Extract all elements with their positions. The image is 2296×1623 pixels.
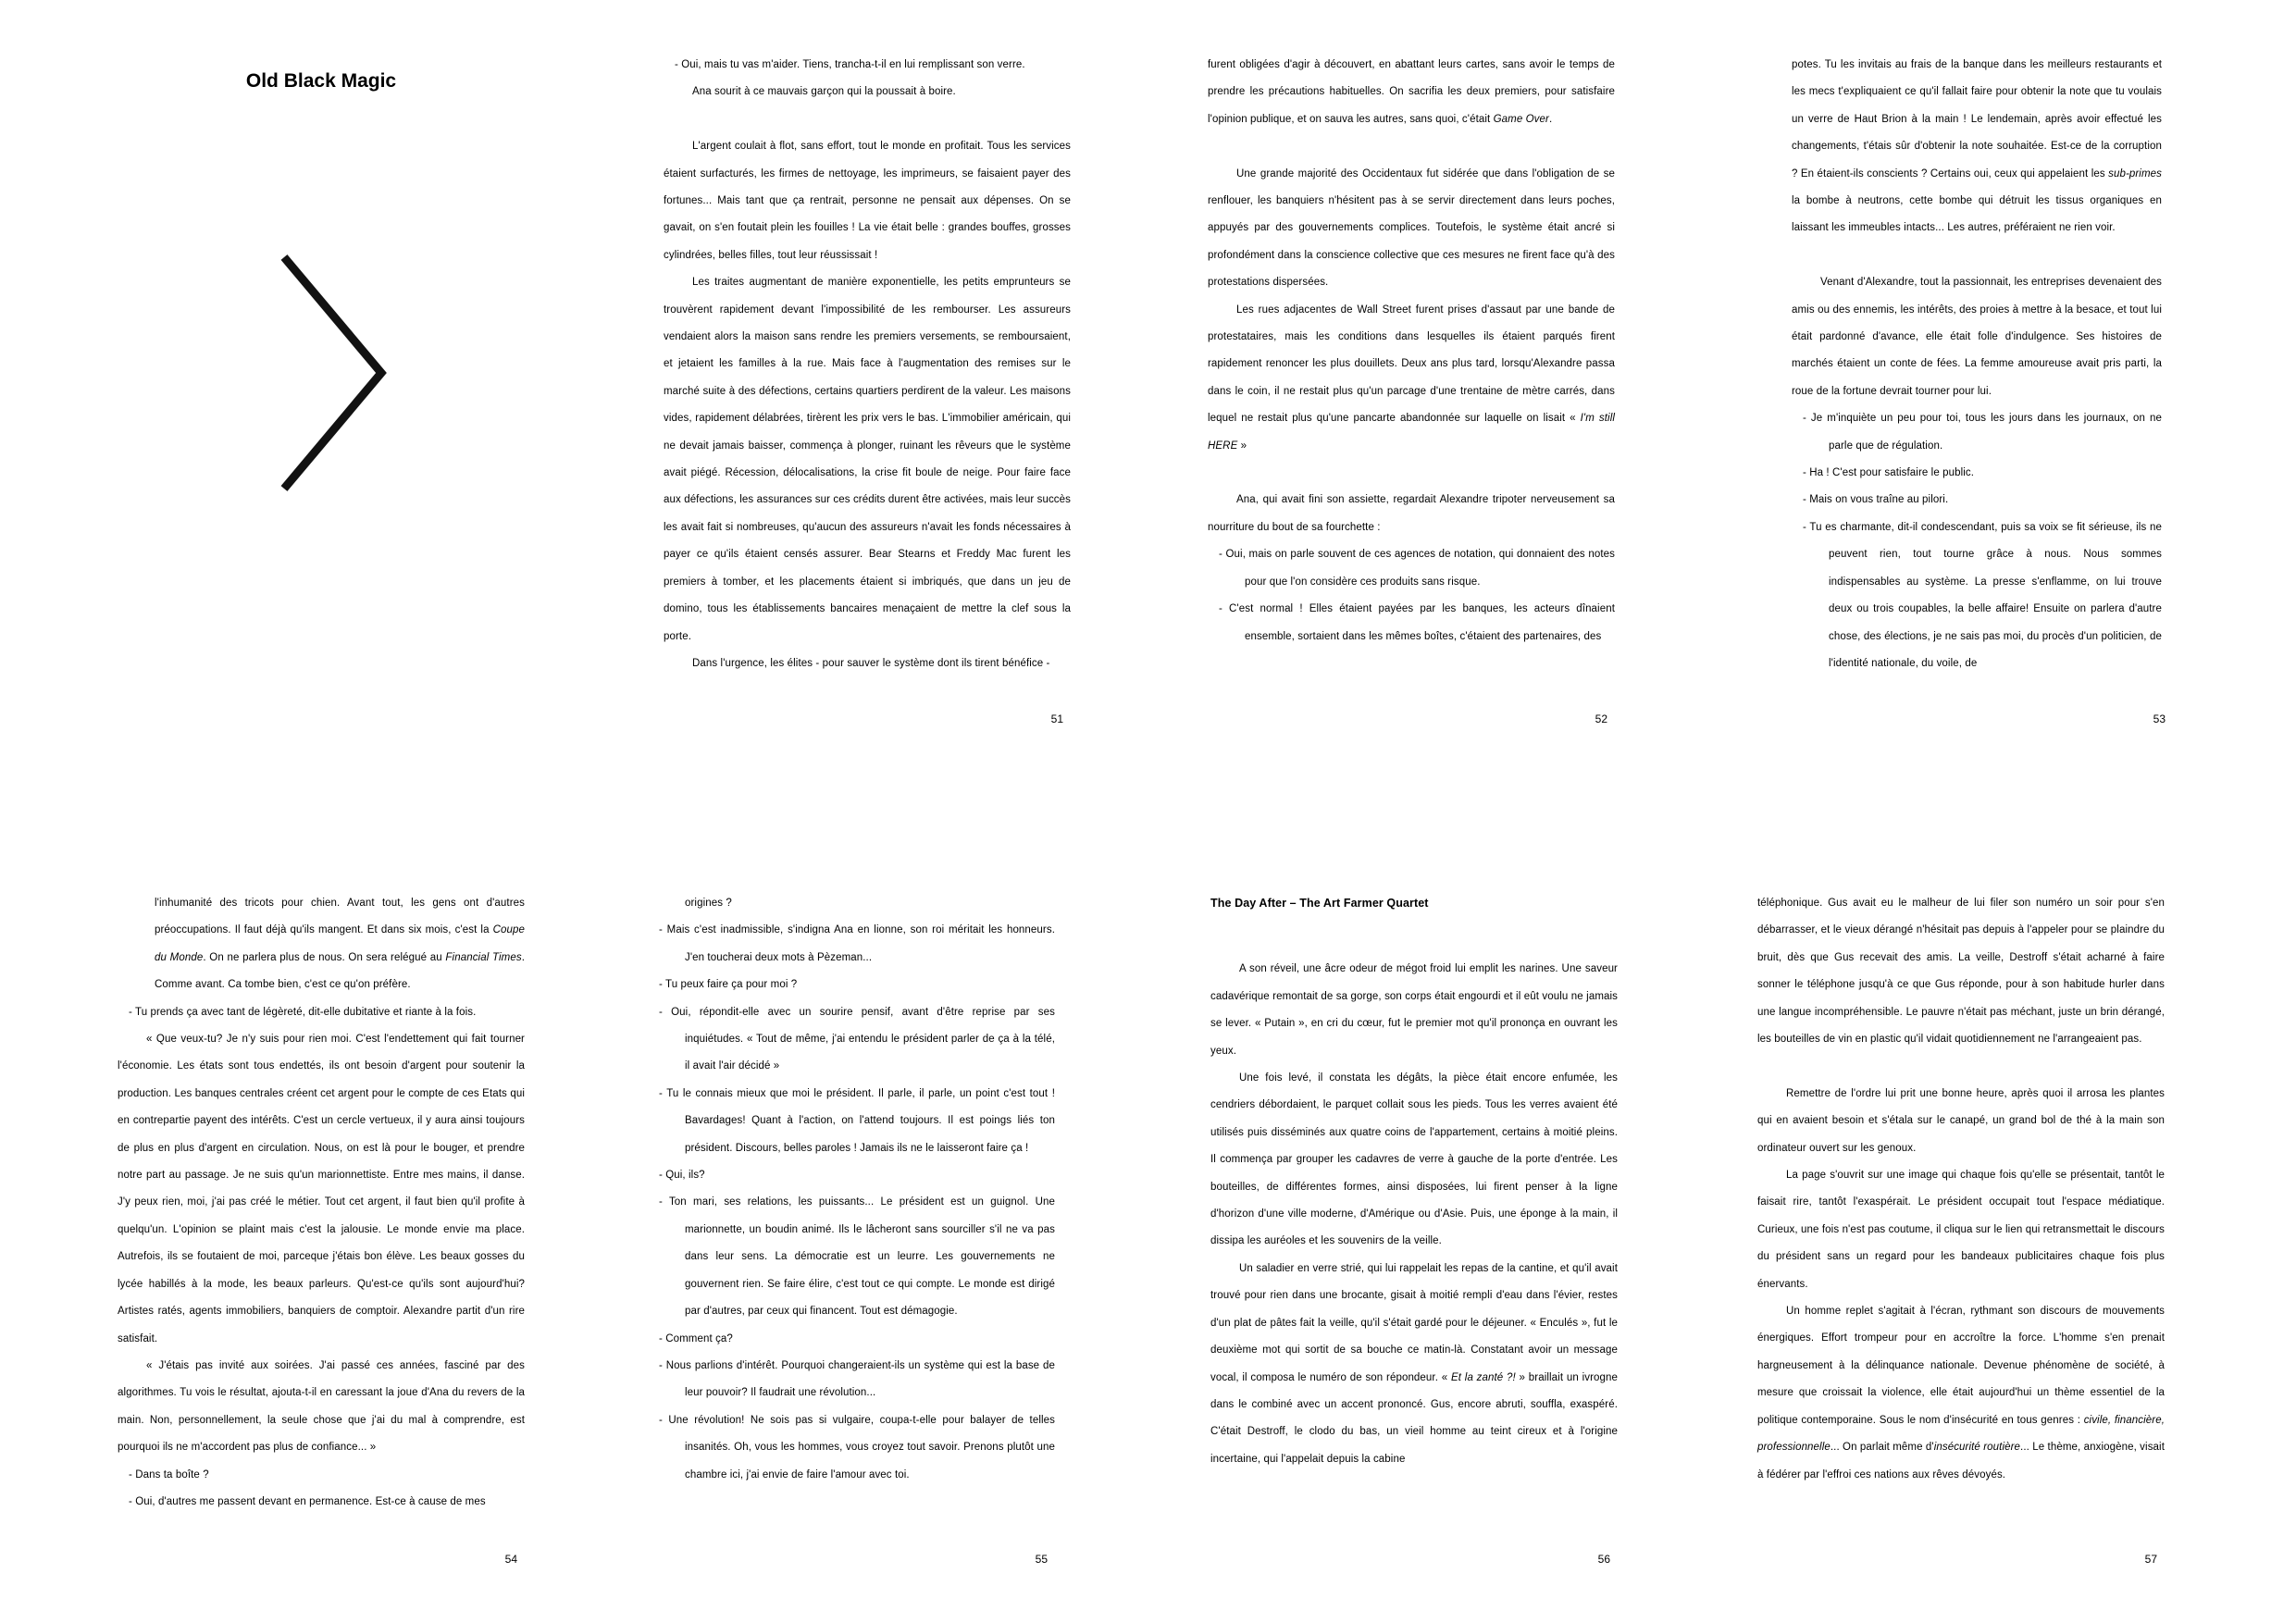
paragraph: - Une révolution! Ne sois pas si vulgaire, coupa-t-elle pour balayer de telles insanités. Oh, vous les hommes, vous croyez tout savoir. Prenons plutôt une chambre ici, j'ai envie de faire l'amour avec toi.: [659, 1414, 1055, 1481]
paragraph: L'argent coulait à flot, sans effort, tout le monde en profitait. Tous les services étaient surfacturés, les firmes de nettoyage, les imprimeurs, se faisaient payer des fortunes... Mais tant que ça rentrait, personne ne pensait aux dépenses. On se gavait, on s'en foutait plein les fouilles ! La vie était belle : grandes bouffes, grosses cylindrées, belles filles, tout leur réussissait !: [664, 141, 1071, 261]
paragraph: téléphonique. Gus avait eu le malheur de lui filer son numéro un soir pour s'en débarrasser, et le vieux dérangé n'hésitait pas depuis à l'appeler pour se plaindre du bruit, dès que Gus recevait des amis. La veille, Destroff s'était acharné à faire sonner le téléphone jusqu'à ce que Gus réponde, pour à son habitude hurler dans une langue incompréhensible. Le pauvre n'était pas méchant, juste un brin dérangé, les bouteilles de vin en plastic qu'il vidait quotidiennement ne l'arrangeaient pas.: [1757, 898, 2165, 1046]
page-57: [1757, 890, 2165, 1573]
page-50: [118, 57, 525, 705]
page-number: 52: [1595, 712, 1607, 725]
paragraph: - Oui, d'autres me passent devant en permanence. Est-ce à cause de mes: [129, 1495, 486, 1507]
page-52-text: [1208, 52, 1615, 650]
paragraph: Dans l'urgence, les élites - pour sauver le système dont ils tirent bénéfice -: [692, 657, 1050, 669]
paragraph: Une fois levé, il constata les dégâts, la pièce était encore enfumée, les cendriers débordaient, le parquet collait sous les pieds. Tous les verres avaient été utilisés puis disséminés aux quatre coins de l'appartement, certains à moitié pleins. Il commença par grouper les cadavres de verre à gauche de la porte d'entrée. Les bouteilles, de différentes formes, ainsi disposées, lui firent penser à la ligne d'horizon d'une ville moderne, d'Amérique ou d'Asie. Puis, une éponge à la main, il dissipa les auréoles et les souvenirs de la veille.: [1210, 1072, 1618, 1247]
paragraph: origines ?: [685, 898, 732, 909]
paragraph: « J'étais pas invité aux soirées. J'ai passé ces années, fasciné par des algorithmes. Tu vois le résultat, ajouta-t-il en caressant la joue d'Ana du revers de la main. Non, personnellement, la seule chose que j'ai du mal à comprendre, est pourquoi ils ne m'accordent pas plus de confiance... »: [118, 1359, 525, 1454]
paragraph: - Oui, répondit-elle avec un sourire pensif, avant d'être reprise par ses inquiétudes. « Tout de même, j'ai entendu le président parler de ça à la télé, il avait l'air décidé »: [659, 1006, 1055, 1072]
page-54-text: [118, 890, 525, 1516]
section-heading: The Day After – The Art Farmer Quartet: [1210, 897, 1429, 910]
paragraph: - C'est normal ! Elles étaient payées par les banques, les acteurs dînaient ensemble, sortaient dans les mêmes boîtes, c'étaient des partenaires, des: [1219, 603, 1615, 642]
paragraph: Remettre de l'ordre lui prit une bonne heure, après quoi il arrosa les plantes qui en avaient besoin et s'étala sur le canapé, un grand bol de thé à la main son ordinateur ouvert sur les genoux.: [1757, 1087, 2165, 1154]
paragraph: [1208, 133, 1615, 160]
paragraph: Un saladier en verre strié, qui lui rappelait les repas de la cantine, et qu'il avait trouvé pour rien dans une brocante, gisait à moitié rempli d'eau dans l'évier, restes d'un plat de pâtes fait la veille, qu'il s'était gardé pour le déjeuner. « Enculés », fut le deuxième mot qui sortit de sa bouche ce matin-là. Constatant avoir un message vocal, il composa le numéro de son répondeur. « Et la zanté ?! » braillait un ivrogne dans le combiné avec un accent prononcé. Gus, encore abruti, souffla, exaspéré. C'était Destroff, le clodo du bas, un vieil homme au teint cireux et à l'origine incertaine, qui l'appelait depuis la cabine: [1210, 1262, 1618, 1465]
paragraph: - Dans ta boîte ?: [129, 1468, 209, 1481]
paragraph: [1792, 242, 2162, 269]
paragraph: - Ton mari, ses relations, les puissants... Le président est un guignol. Une marionnette, un boudin animé. Ils le lâcheront sans sourciller s'il ne va pas dans leur sens. La démocratie est un leurre. Les gouvernements ne gouvernent rien. Se faire élire, c'est tout ce qui compte. Le monde est dirigé par d'autres, par ceux qui financent. Tout est démagogie.: [659, 1196, 1055, 1318]
paragraph: La page s'ouvrit sur une image qui chaque fois qu'elle se présentait, tantôt le faisait rire, tantôt l'exaspérait. Le président occupait tout l'espace médiatique. Curieux, une fois n'est pas coutume, il cliqua sur le lien qui retransmettait le discours du président sans un regard pour les bandeaux publicitaires chaque fois plus énervants.: [1757, 1170, 2165, 1290]
paragraph: - Oui, mais on parle souvent de ces agences de notation, qui donnaient des notes pour que l'on considère ces produits sans risque.: [1219, 549, 1615, 588]
page-51-text: [664, 52, 1071, 677]
page-56: [1210, 890, 1618, 1573]
paragraph: - Tu peux faire ça pour moi ?: [659, 979, 798, 991]
paragraph: l'inhumanité des tricots pour chien. Avant tout, les gens ont d'autres préoccupations. Il faut déjà qu'ils mangent. Et dans six mois, c'est la Coupe du Monde. On ne parlera plus de nous. On sera relégué au Financial Times. Comme avant. Ca tombe bien, c'est ce qu'on préfère.: [155, 898, 526, 991]
paragraph: - Comment ça?: [659, 1332, 733, 1344]
paragraph: [664, 106, 1071, 133]
page-number: 53: [2153, 712, 2166, 725]
paragraph: Une grande majorité des Occidentaux fut sidérée que dans l'obligation de se renflouer, les banquiers n'hésitent pas à se servir directement dans leurs poches, appuyés par des gouvernements complices. Toutefois, le système était ancré si profondément dans la conscience collective que ces mesures ne firent face qu'à des protestations dispersées.: [1208, 167, 1615, 289]
paragraph: - Oui, mais tu vas m'aider. Tiens, trancha-t-il en lui remplissant son verre.: [675, 59, 1025, 70]
page-number: 55: [1035, 1553, 1048, 1566]
page-53-text: [1792, 52, 2162, 677]
page-51: [664, 52, 1071, 737]
chevron-right-icon: [278, 250, 391, 496]
page-number: 56: [1597, 1553, 1610, 1566]
paragraph: Les traites augmentant de manière exponentielle, les petits emprunteurs se trouvèrent rapidement devant l'impossibilité de les rembourser. Les assureurs vendaient alors la maison sans rendre les premiers versements, se remboursaient, et jetaient les familles à la rue. Mais face à l'augmentation des remises sur le marché suite à des défections, certains quartiers perdirent de la valeur. Les maisons vides, rapidement délabrées, tirèrent les prix vers le bas. L'immobilier américain, qui ne devait jamais baisser, commença à plonger, ruinant les rêveurs que le système avait piégé. Récession, délocalisations, la crise fit boule de neige. Pour faire face aux défections, les assurances sur ces crédits durent être activées, mais leur succès les avait fait si nombreuses, qu'aucun des assureurs n'avait les fonds nécessaires à payer ce qu'ils étaient censés assurer. Bear Stearns et Freddy Mac furent les premiers à tomber, et les placements étaient si imbriqués, que dans un jeu de domino, tous les établissements bancaires menaçaient de mettre la clef sous la porte.: [664, 277, 1071, 642]
paragraph: Un homme replet s'agitait à l'écran, rythmant son discours de mouvements énergiques. Effort trompeur pour en accroître la force. L'homme s'en prenait hargneusement à la délinquance nationale. Devenue phénomène de société, à mesure que croissait la violence, elle était aujourd'hui un thème essentiel de la politique contemporaine. Sous le nom d'insécurité en tous genres : civile, financière, professionnelle... On parlait même d'insécurité routière... Le thème, anxiogène, visait à fédérer par l'effroi ces nations aux rêves dévoyés.: [1757, 1306, 2165, 1481]
paragraph: [1757, 1053, 2165, 1080]
paragraph: - Je m'inquiète un peu pour toi, tous les jours dans les journaux, on ne parle que de régulation.: [1803, 413, 2162, 452]
page-55-text: [648, 890, 1055, 1489]
paragraph: - Mais on vous traîne au pilori.: [1803, 494, 1949, 506]
paragraph: Ana, qui avait fini son assiette, regardait Alexandre tripoter nerveusement sa nourriture du bout de sa fourchette :: [1208, 494, 1615, 533]
paragraph: - Mais c'est inadmissible, s'indigna Ana en lionne, son roi méritait les honneurs. J'en toucherai deux mots à Pèzeman...: [659, 924, 1055, 963]
paragraph: - Tu prends ça avec tant de légèreté, dit-elle dubitative et riante à la fois.: [129, 1006, 477, 1018]
chapter-title: Old Black Magic: [245, 70, 397, 93]
paragraph: Les rues adjacentes de Wall Street furent prises d'assaut par une bande de protestataires, mais les conditions dans lesquelles ils étaient parqués firent rapidement renoncer les plus douillets. Deux ans plus tard, lorsqu'Alexandre passa dans le coin, il ne restait plus qu'un parcage d'une trentaine de mètre carrés, dans lequel ne restait plus qu'une pancarte abandonnée sur laquelle on lisait « I'm still HERE »: [1208, 304, 1615, 452]
page-56-text: [1210, 890, 1618, 1473]
page-number: 57: [2144, 1553, 2157, 1566]
paragraph: A son réveil, une âcre odeur de mégot froid lui emplit les narines. Une saveur cadavérique remontait de sa gorge, son corps était engourdi et il eût voulu ne jamais se lever. « Putain », en cri du cœur, fut le premier mot qu'il prononça en ouvrant les yeux.: [1210, 963, 1618, 1057]
page-number: 51: [1050, 712, 1063, 725]
page-number: 54: [504, 1553, 517, 1566]
page-53: [1792, 52, 2166, 737]
paragraph: Venant d'Alexandre, tout la passionnait, les entreprises devenaient des amis ou des ennemis, les intérêts, des proies à mettre à la besace, et tout lui était pardonné d'avance, elle était folle d'indulgence. Ses histoires de marchés étaient un conte de fées. La femme amoureuse avait pris parti, la roue de la fortune devrait tourner pour lui.: [1792, 277, 2162, 397]
page-54: [118, 890, 525, 1573]
paragraph: - Tu es charmante, dit-il condescendant, puis sa voix se fit sérieuse, ils ne peuvent rien, tout tourne grâce à nous. Nous sommes indispensables au système. La presse s'enflamme, on lui trouve deux ou trois coupables, la belle affaire! Ensuite on parlera d'autre chose, des élections, je ne sais pas moi, du procès d'un politicien, de l'identité nationale, du voile, de: [1803, 521, 2162, 669]
page-55: [648, 890, 1055, 1573]
page-52: [1208, 52, 1615, 737]
paragraph: - Nous parlions d'intérêt. Pourquoi changeraient-ils un système qui est la base de leur pouvoir? Il faudrait une révolution...: [659, 1359, 1055, 1399]
paragraph: Ana sourit à ce mauvais garçon qui la poussait à boire.: [692, 86, 956, 98]
page-57-text: [1757, 890, 2165, 1489]
paragraph: - Qui, ils?: [659, 1170, 705, 1182]
paragraph: [1210, 917, 1618, 956]
paragraph: - Tu le connais mieux que moi le président. Il parle, il parle, un point c'est tout ! Bavardages! Quant à l'action, on l'attend toujours. Il est poings liés ton président. Discours, belles paroles ! Jamais ils ne le laisseront faire ça !: [659, 1087, 1055, 1154]
paragraph: - Ha ! C'est pour satisfaire le public.: [1803, 467, 1975, 479]
paragraph: « Que veux-tu? Je n'y suis pour rien moi. C'est l'endettement qui fait tourner l'économie. Les états sont tous endettés, ils ont besoin d'argent pour soutenir la production. Les banques centrales créent cet argent pour le compte de ces Etats qui en contrepartie payent des intérêts. C'est un cercle vertueux, il y aura ainsi toujours de plus en plus d'argent en circulation. Nous, on est là pour le bouger, et prendre notre part au passage. Je ne suis qu'un marionnettiste. Entre mes mains, il danse. J'y peux rien, moi, j'ai pas créé le métier. Tout cet argent, il faut bien qu'il profite à quelqu'un. L'opinion se plaint mais c'est la jalousie. Le monde envie ma place. Autrefois, ils se foutaient de moi, parceque j'étais bon élève. Les beaux gosses du lycée habillés à la mode, les beaux parleurs. Qu'est-ce qu'ils sont aujourd'hui? Artistes ratés, agents immobiliers, banquiers de comptoir. Alexandre partit d'un rire satisfait.: [118, 1034, 525, 1344]
paragraph: potes. Tu les invitais au frais de la banque dans les meilleurs restaurants et les mecs t'expliquaient ce qu'il fallait faire pour obtenir la note que tu voulais un verre de Haut Brion à la main ! Le lendemain, après avoir effectué les changements, t'étais sûr d'obtenir la note souhaitée. Est-ce de la corruption ? En étaient-ils conscients ? Certains oui, ceux qui appelaient les sub-primes la bombe à neutrons, cette bombe qui détruit les tissus organiques en laissant les immeubles intacts... Les autres, préféraient ne rien voir.: [1792, 59, 2162, 234]
paragraph: [1208, 460, 1615, 487]
paragraph: furent obligées d'agir à découvert, en abattant leurs cartes, sans avoir le temps de prendre les précautions habituelles. On sacrifia les deux premiers, pour satisfaire l'opinion publique, et on sauva les autres, sans quoi, c'était Game Over.: [1208, 59, 1615, 125]
